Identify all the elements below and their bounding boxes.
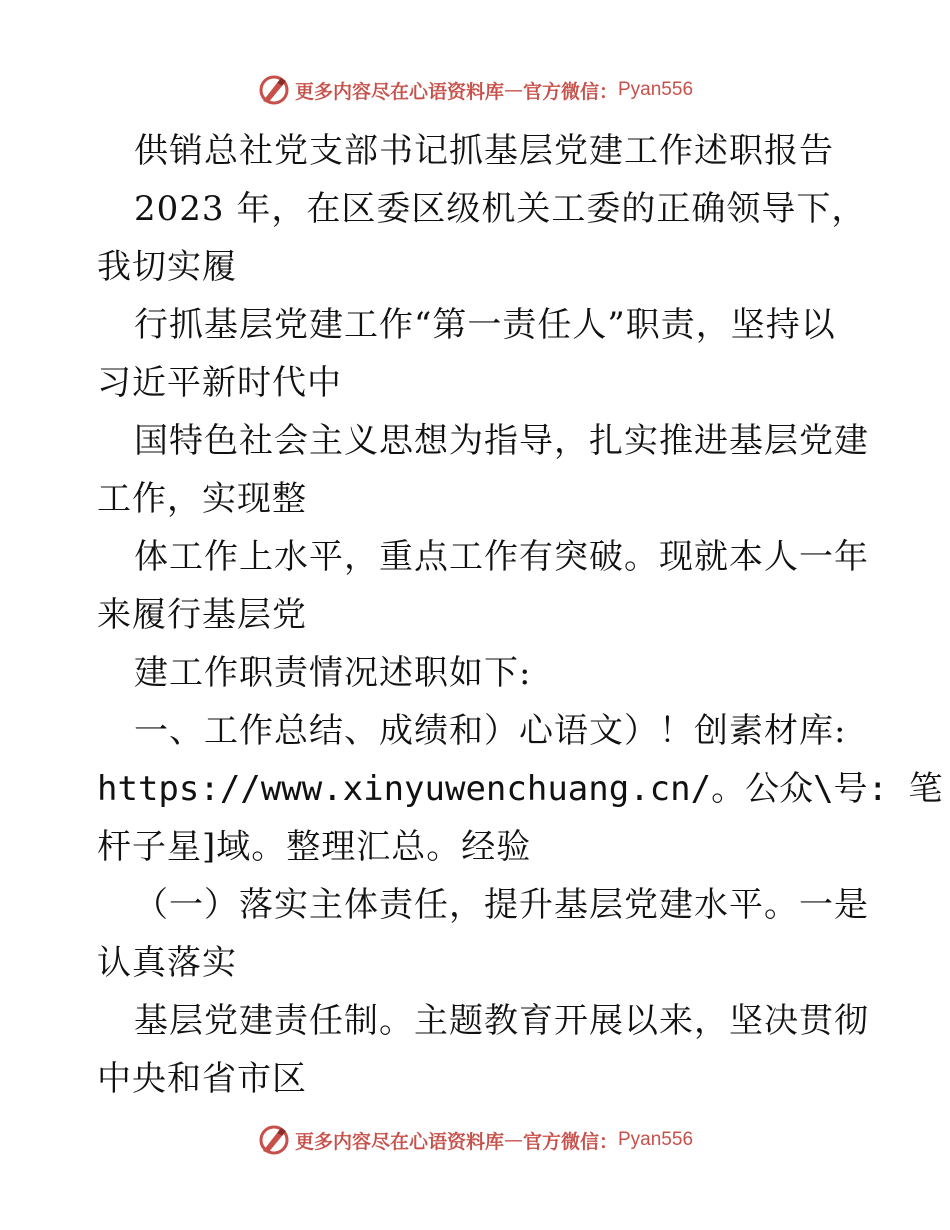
body-line: 习近平新时代中 <box>97 363 342 403</box>
header-banner <box>0 70 950 110</box>
body-line: 体工作上水平，重点工作有突破。现就本人一年 <box>134 537 869 577</box>
body-line: 基层党建责任制。主题教育开展以来，坚决贯彻 <box>134 1001 869 1041</box>
document-body <box>97 122 943 1108</box>
document-title: 供销总社党支部书记抓基层党建工作述职报告 <box>134 131 834 171</box>
banner-site-text: 更多内容尽在心语资料库 <box>294 80 504 103</box>
footer-banner <box>0 1120 950 1160</box>
banner-official-label: 官方微信： <box>522 1130 618 1153</box>
section-heading: 一、工作总结、成绩和）心语文）！创素材库: <box>134 711 847 751</box>
url-line: https://www.xinyuwenchuang.cn/。公众\号: 笔 <box>97 769 943 809</box>
body-line: 认真落实 <box>97 943 237 983</box>
body-line: 建工作职责情况述职如下: <box>134 653 532 693</box>
body-line: 中央和省市区 <box>97 1059 307 1099</box>
banner-site-text: 更多内容尽在心语资料库 <box>294 1130 504 1153</box>
body-line: 来履行基层党 <box>97 595 307 635</box>
banner-dash: — <box>503 79 523 101</box>
pen-logo-icon <box>257 1123 291 1157</box>
body-line: 我切实履 <box>97 247 237 287</box>
banner-official-label: 官方微信： <box>522 80 618 103</box>
body-line: 行抓基层党建工作“第一责任人”职责，坚持以 <box>134 305 836 345</box>
body-line: 国特色社会主义思想为指导，扎实推进基层党建 <box>134 421 869 461</box>
body-line: 工作，实现整 <box>97 479 307 519</box>
pen-logo-icon <box>257 73 291 107</box>
banner-dash: — <box>503 1129 523 1151</box>
subsection-heading: （一）落实主体责任，提升基层党建水平。一是 <box>134 885 869 925</box>
banner-wechat-id: Pyan556 <box>618 1129 694 1150</box>
body-line: 杆子星]域。整理汇总。经验 <box>97 827 532 867</box>
banner-wechat-id: Pyan556 <box>618 79 694 100</box>
body-line: 2023 年，在区委区级机关工委的正确领导下， <box>134 189 867 229</box>
